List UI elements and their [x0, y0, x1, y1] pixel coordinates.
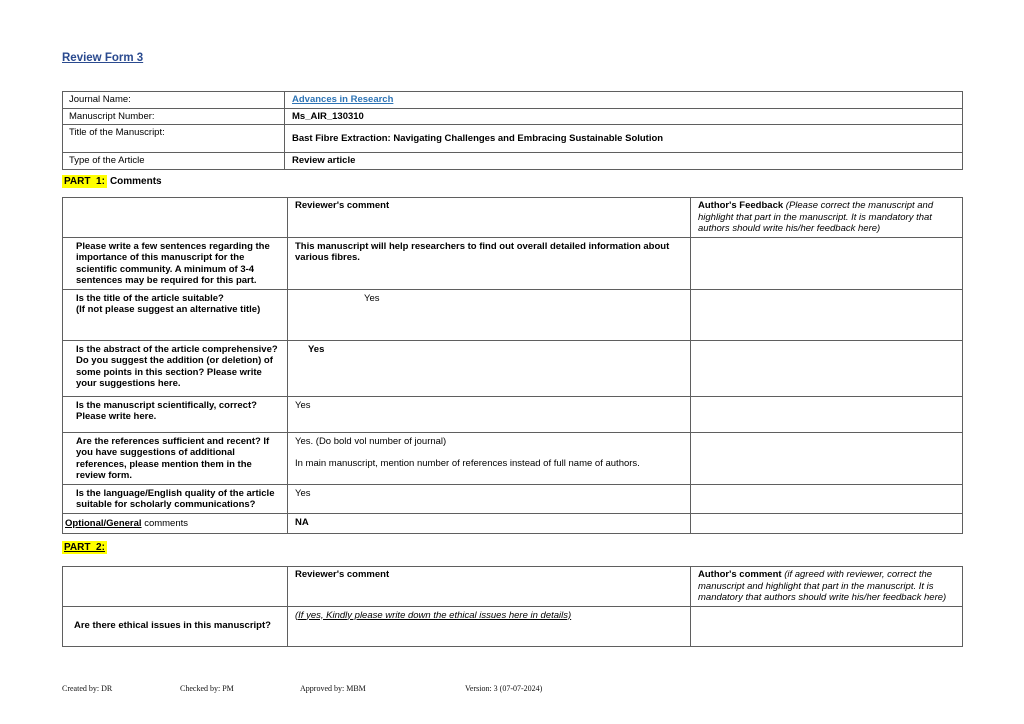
part2-heading — [62, 542, 107, 553]
article-type-label: Type of the Article — [63, 153, 285, 170]
question-title-suitable — [63, 289, 288, 340]
article-type-value: Review article — [285, 153, 963, 170]
table-row — [63, 153, 963, 170]
author-feedback-cell[interactable] — [691, 237, 963, 289]
ethical-issues-placeholder: (If yes, Kindly please write down the ethical issues here in details) — [295, 609, 572, 621]
empty-header-cell — [63, 198, 288, 238]
question-abstract: Is the abstract of the article comprehensive? Do you suggest the addition (or deletion) of some points in this section? Please write your suggestions here. — [63, 340, 288, 396]
table-row — [63, 513, 963, 533]
author-comment-note: (if agreed with reviewer, correct the manuscript and highlight that part in the manuscript. It is mandatory that authors should write his/her feedback here) — [698, 569, 947, 603]
table-row — [63, 108, 963, 125]
table-row — [63, 432, 963, 484]
part1-heading — [62, 176, 162, 187]
empty-header-cell — [63, 567, 288, 607]
author-feedback-cell[interactable] — [691, 396, 963, 432]
question-references: Are the references sufficient and recent? If you have suggestions of additional references, please mention them in the review form. — [63, 432, 288, 484]
reviewer-comment-optional: NA — [288, 513, 691, 533]
author-feedback-cell[interactable] — [691, 340, 963, 396]
comment-line: In main manuscript, mention number of references instead of full name of authors. — [295, 458, 640, 469]
comment-line: Yes. (Do bold vol number of journal) — [295, 435, 447, 447]
footer-created-by: Created by: DR — [62, 684, 113, 693]
question-ethical-issues: Are there ethical issues in this manuscript? — [63, 606, 288, 646]
author-comment-header — [691, 567, 963, 607]
author-feedback-note: (Please correct the manuscript and highlight that part in the manuscript. It is mandatory that authors should write his/her feedback here) — [698, 200, 934, 234]
optional-general-underlined: Optional/General — [65, 517, 142, 529]
reviewer-comment-language: Yes — [288, 484, 691, 513]
part1-suffix: Comments — [109, 176, 162, 187]
table-row — [63, 289, 963, 340]
table-row — [63, 340, 963, 396]
reviewer-comment-references — [288, 432, 691, 484]
reviewer-comment-header: Reviewer's comment — [288, 567, 691, 607]
optional-general-rest: comments — [144, 517, 189, 529]
table-row — [63, 484, 963, 513]
part2-highlight: PART 2: — [64, 542, 105, 553]
form-title-link[interactable]: Review Form 3 — [62, 52, 144, 64]
reviewer-comment-scientific: Yes — [288, 396, 691, 432]
reviewer-comment-ethical — [288, 606, 691, 646]
footer-version: Version: 3 (07-07-2024) — [465, 684, 543, 693]
manuscript-number-label: Manuscript Number: — [63, 108, 285, 125]
manuscript-number-value: Ms_AIR_130310 — [285, 108, 963, 125]
reviewer-comment-header: Reviewer's comment — [288, 198, 691, 238]
author-feedback-cell[interactable] — [691, 484, 963, 513]
reviewer-comment-importance: This manuscript will help researchers to find out overall detailed information about various fibres. — [288, 237, 691, 289]
author-feedback-cell[interactable] — [691, 513, 963, 533]
question-importance: Please write a few sentences regarding the importance of this manuscript for the scientific community. A minimum of 3-4 sentences may be required for this part. — [63, 237, 288, 289]
question-scientific: Is the manuscript scientifically, correct? Please write here. — [63, 396, 288, 432]
footer-approved-by: Approved by: MBM — [300, 684, 366, 693]
journal-name-value — [285, 92, 963, 109]
journal-name-label: Journal Name: — [63, 92, 285, 109]
table-header-row — [63, 198, 963, 238]
footer-checked-by: Checked by: PM — [180, 684, 234, 693]
table-header-row — [63, 567, 963, 607]
journal-link[interactable]: Advances in Research — [292, 94, 394, 105]
part1-highlight: PART 1: — [64, 176, 105, 187]
author-feedback-title: Author's Feedback — [698, 200, 784, 211]
manuscript-title-label: Title of the Manuscript: — [63, 125, 285, 153]
author-feedback-header — [691, 198, 963, 238]
reviewer-comment-abstract: Yes — [288, 340, 691, 396]
optional-general-label — [63, 513, 288, 533]
question-line: (If not please suggest an alternative title) — [76, 304, 261, 315]
table-row — [63, 606, 963, 646]
table-row — [63, 396, 963, 432]
author-feedback-cell[interactable] — [691, 432, 963, 484]
author-comment-title: Author's comment — [698, 569, 782, 580]
question-language: Is the language/English quality of the article suitable for scholarly communications? — [63, 484, 288, 513]
manuscript-title-value: Bast Fibre Extraction: Navigating Challenges and Embracing Sustainable Solution — [285, 125, 963, 153]
author-comment-cell[interactable] — [691, 606, 963, 646]
author-feedback-cell[interactable] — [691, 289, 963, 340]
manuscript-info-table — [62, 91, 963, 170]
table-row — [63, 92, 963, 109]
part2-ethics-table — [62, 566, 963, 647]
table-row — [63, 125, 963, 153]
part1-comments-table — [62, 197, 963, 534]
question-line: Is the title of the article suitable? — [76, 292, 224, 304]
reviewer-comment-title-suitable: Yes — [288, 289, 691, 340]
table-row — [63, 237, 963, 289]
